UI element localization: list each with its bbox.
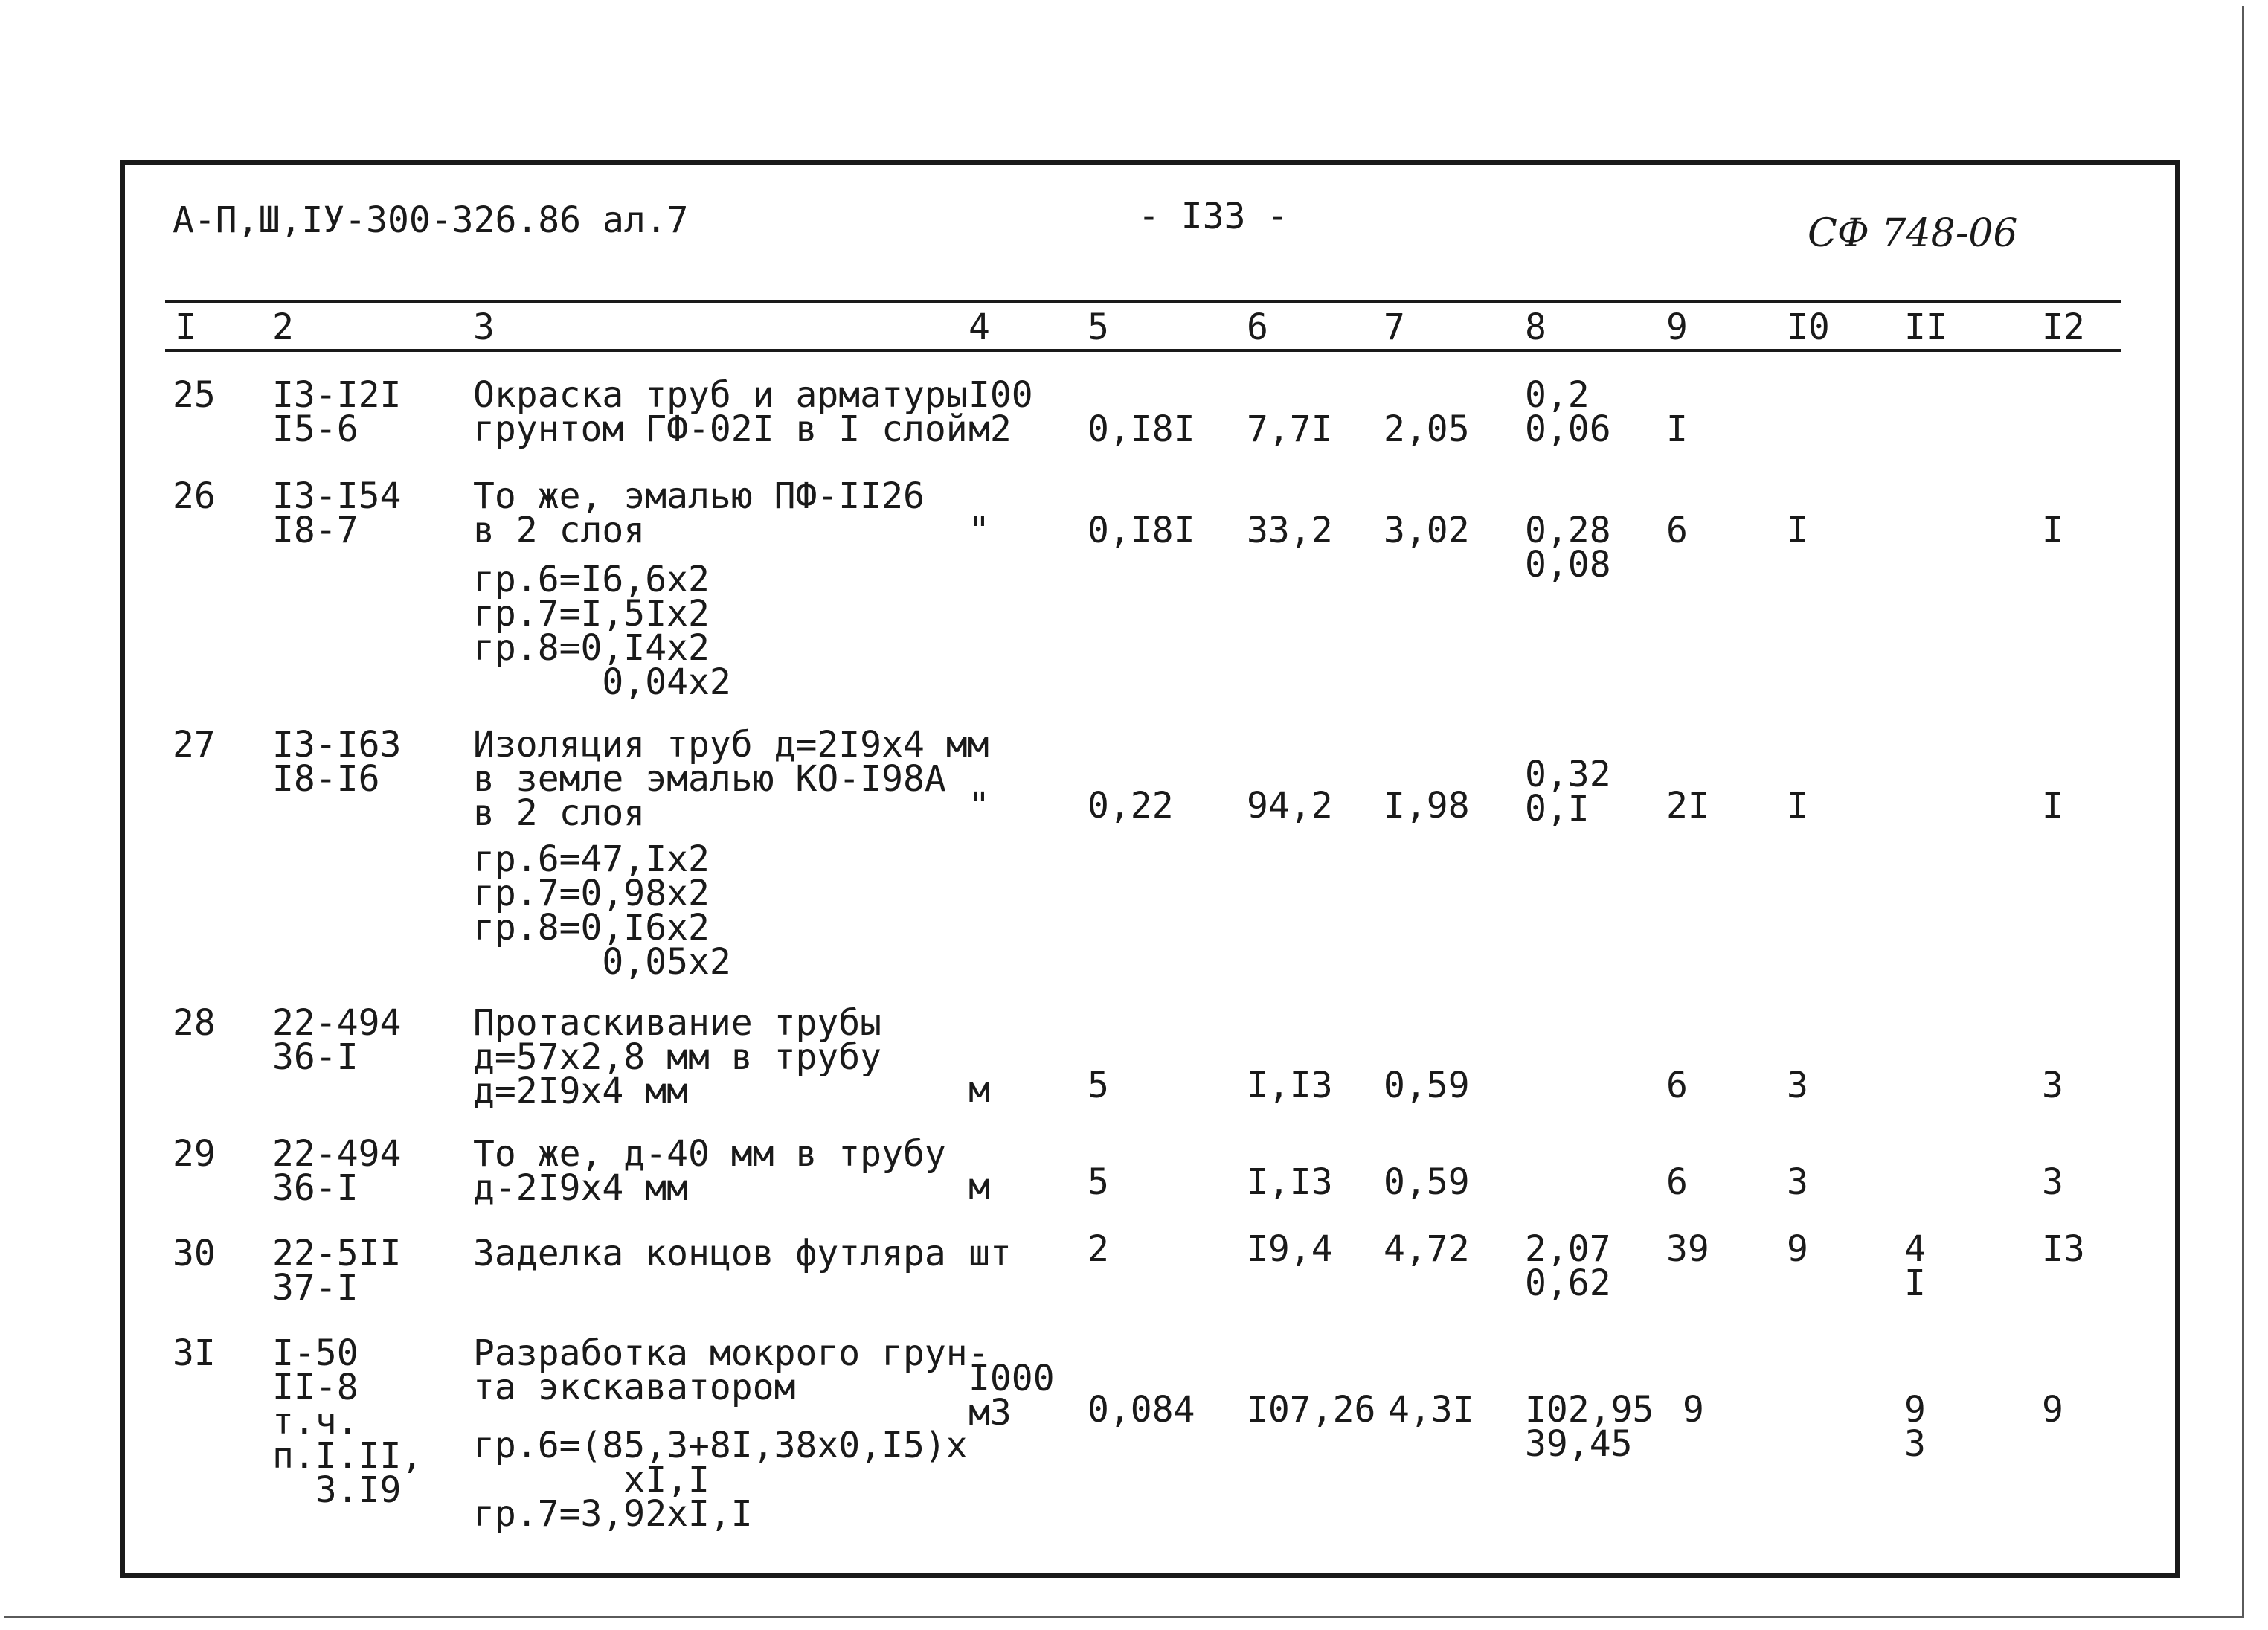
row-number: 29	[173, 1133, 216, 1175]
row-number: 30	[173, 1233, 216, 1274]
calculation-note: гр.6=I6,6х2 гр.7=I,5Iх2 гр.8=0,I4х2 0,04х2	[473, 559, 731, 703]
col-6-value: 7,7I	[1247, 408, 1333, 450]
unit: I00 м2	[968, 374, 1033, 450]
col-6-value: I07,26	[1247, 1389, 1376, 1431]
unit: "	[968, 510, 990, 551]
calculation-note: гр.6=47,Iх2 гр.7=0,98х2 гр.8=0,I6х2 0,05х2	[473, 838, 731, 983]
row-number: 27	[173, 724, 216, 766]
quantity: 0,I8I	[1088, 408, 1195, 450]
column-number: 9	[1666, 307, 1688, 348]
column-number: 4	[968, 307, 990, 348]
col-6-value: I,I3	[1247, 1065, 1333, 1106]
row-number: 25	[173, 374, 216, 416]
col-9-value: 6	[1666, 1065, 1688, 1106]
row-number: 26	[173, 475, 216, 517]
col-11-value: 4 I	[1904, 1228, 1926, 1304]
col-8-value: 0,28 0,08	[1525, 510, 1611, 585]
col-9-value: 6	[1666, 510, 1688, 551]
work-description: То же, эмалью ПФ-II26 в 2 слоя	[473, 475, 925, 551]
col-10-value: I	[1787, 510, 1808, 551]
col-7-value: 0,59	[1384, 1065, 1470, 1106]
col-9-value: 39	[1666, 1228, 1709, 1270]
col-12-value: 3	[2042, 1161, 2063, 1203]
norm-code: I-50 II-8 т.ч. п.I.II, 3.I9	[272, 1332, 423, 1511]
unit: шт	[968, 1233, 1012, 1274]
unit: "	[968, 785, 990, 827]
column-number: 5	[1088, 307, 1109, 348]
column-number: 8	[1525, 307, 1546, 348]
column-number: II	[1904, 307, 1947, 348]
norm-code: 22-494 36-I	[272, 1133, 402, 1209]
col-12-value: 9	[2042, 1389, 2063, 1431]
work-description: Окраска труб и арматуры грунтом ГФ-02I в I слой	[473, 374, 968, 450]
col-11-value: 9 3	[1904, 1389, 1926, 1465]
column-number: 7	[1384, 307, 1405, 348]
quantity: 0,22	[1088, 785, 1174, 827]
col-6-value: 94,2	[1247, 785, 1333, 827]
column-number: I2	[2042, 307, 2085, 348]
column-number: 6	[1247, 307, 1268, 348]
column-number: I	[175, 307, 196, 348]
col-8-value: 0,2 0,06	[1525, 374, 1611, 450]
quantity: 0,I8I	[1088, 510, 1195, 551]
document-code: А-П,Ш,IУ-300-326.86 ал.7	[173, 199, 689, 241]
calculation-note: гр.6=(85,3+8I,38х0,I5)х хI,I гр.7=3,92хI,I	[473, 1425, 968, 1535]
work-description: Заделка концов футляра	[473, 1233, 946, 1274]
table-header-rule	[165, 349, 2121, 352]
document-frame	[120, 160, 2180, 1578]
quantity: 0,084	[1088, 1389, 1195, 1431]
col-8-value: 2,07 0,62	[1525, 1228, 1611, 1304]
col-6-value: I,I3	[1247, 1161, 1333, 1203]
col-6-value: 33,2	[1247, 510, 1333, 551]
col-12-value: I	[2042, 510, 2063, 551]
col-8-value: I02,95 39,45	[1525, 1389, 1654, 1465]
col-6-value: I9,4	[1247, 1228, 1333, 1270]
unit: м	[968, 1166, 990, 1207]
norm-code: I3-I2I I5-6	[272, 374, 402, 450]
unit: I000 м3	[968, 1358, 1055, 1434]
norm-code: 22-494 36-I	[272, 1002, 402, 1078]
column-number: I0	[1787, 307, 1830, 348]
col-7-value: 0,59	[1384, 1161, 1470, 1203]
col-7-value: 4,72	[1384, 1228, 1470, 1270]
work-description: Изоляция труб д=2I9х4 мм в земле эмалью КО-I98А в 2 слоя	[473, 724, 989, 834]
handwritten-stamp: СФ 748-06	[1808, 211, 2018, 256]
quantity: 5	[1088, 1161, 1109, 1203]
col-8-value: 0,32 0,I	[1525, 754, 1611, 830]
col-10-value: 9	[1787, 1228, 1808, 1270]
work-description: Протаскивание трубы д=57х2,8 мм в трубу д=2I9х4 мм	[473, 1002, 882, 1112]
col-9-value: 6	[1666, 1161, 1688, 1203]
col-9-value: 2I	[1666, 785, 1709, 827]
norm-code: 22-5II 37-I	[272, 1233, 402, 1309]
norm-code: I3-I54 I8-7	[272, 475, 402, 551]
col-10-value: 3	[1787, 1065, 1808, 1106]
col-7-value: I,98	[1384, 785, 1470, 827]
row-number: 3I	[173, 1332, 216, 1374]
row-number: 28	[173, 1002, 216, 1044]
norm-code: I3-I63 I8-I6	[272, 724, 402, 800]
work-description: Разработка мокрого грун- та экскаватором	[473, 1332, 989, 1408]
column-number: 2	[272, 307, 294, 348]
table-top-rule	[165, 300, 2121, 303]
work-description: То же, д-40 мм в трубу д-2I9х4 мм	[473, 1133, 946, 1209]
quantity: 2	[1088, 1228, 1109, 1270]
col-12-value: 3	[2042, 1065, 2063, 1106]
col-12-value: I	[2042, 785, 2063, 827]
col-7-value: 4,3I	[1388, 1389, 1474, 1431]
col-10-value: 3	[1787, 1161, 1808, 1203]
col-9-value: I	[1666, 408, 1688, 450]
col-10-value: I	[1787, 785, 1808, 827]
col-7-value: 2,05	[1384, 408, 1470, 450]
col-12-value: I3	[2042, 1228, 2085, 1270]
unit: м	[968, 1069, 990, 1111]
col-7-value: 3,02	[1384, 510, 1470, 551]
col-9-value: 9	[1683, 1389, 1704, 1431]
quantity: 5	[1088, 1065, 1109, 1106]
page-number: - I33 -	[1138, 196, 1289, 237]
column-number: 3	[473, 307, 495, 348]
